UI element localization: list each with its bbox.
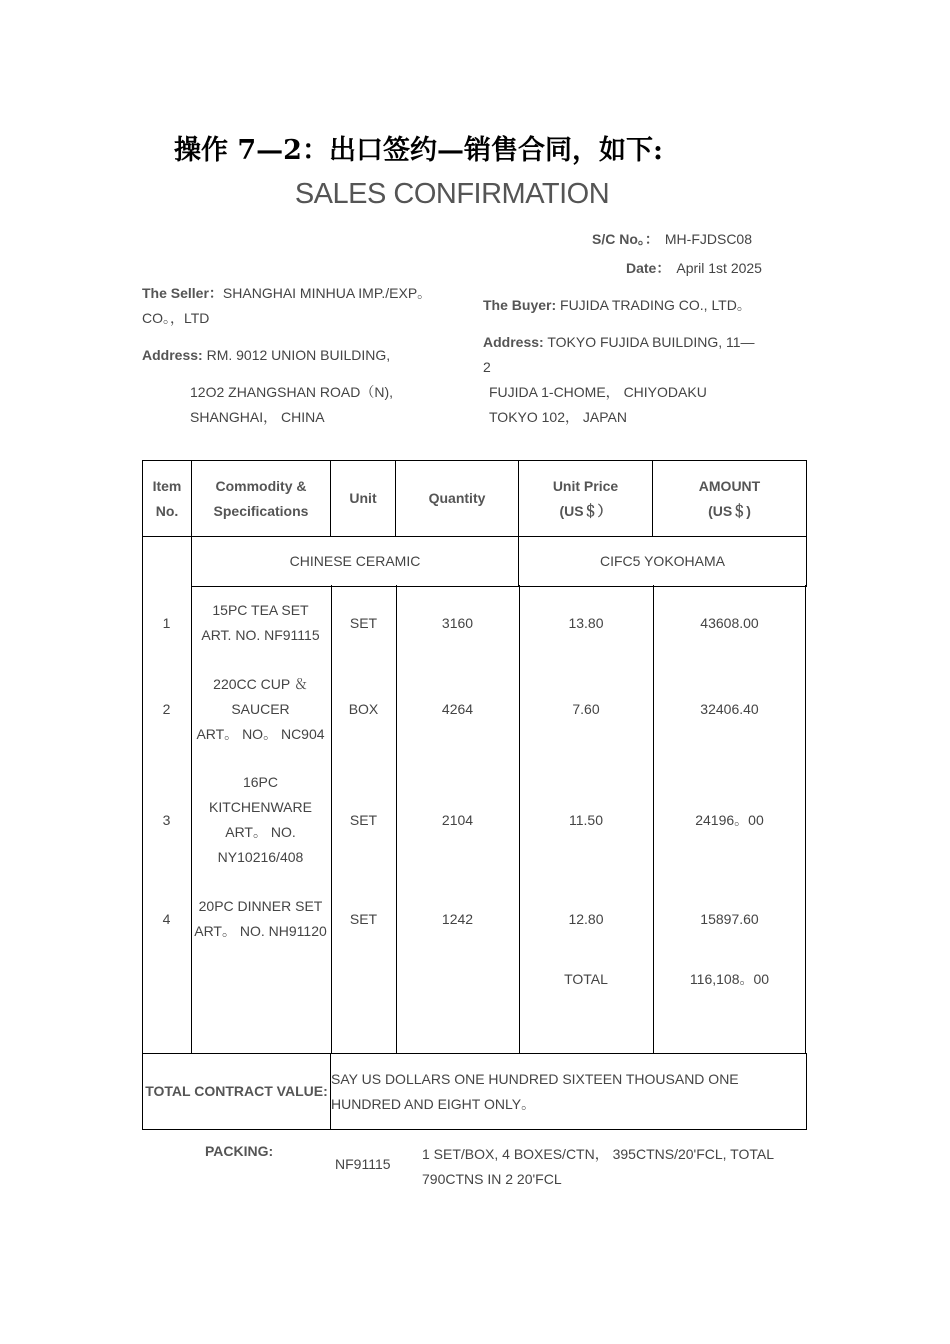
total-amount: 116,108。00 bbox=[689, 971, 770, 987]
amount-cell: 15897.60 bbox=[700, 910, 759, 927]
packing-label: PACKING: bbox=[205, 1143, 274, 1159]
buyer-address-cont bbox=[489, 380, 779, 430]
spec-line: ART。 NO。 NC904 bbox=[196, 725, 325, 742]
unit-cell: SET bbox=[349, 910, 378, 927]
buyer-address-line2: 2 bbox=[483, 359, 491, 375]
seller-address-line3: SHANGHAI， CHINA bbox=[190, 409, 325, 425]
seller-address-line2: 12O2 ZHANGSHAN ROAD（N), bbox=[190, 384, 394, 400]
qty-cell: 4264 bbox=[441, 700, 474, 717]
spec-line: 220CC CUP ＆ bbox=[213, 675, 308, 692]
contract-value-label: TOTAL CONTRACT VALUE: bbox=[143, 1054, 331, 1130]
total-label: TOTAL bbox=[564, 971, 608, 987]
table-header-row bbox=[143, 461, 807, 537]
spec-line: NY10216/408 bbox=[217, 849, 304, 865]
sales-table bbox=[142, 460, 807, 587]
spec-line: 16PC bbox=[242, 774, 279, 790]
qty-cell: 3160 bbox=[441, 614, 474, 631]
document-heading: 操作 7—2：出口签约—销售合同，如下: bbox=[174, 135, 663, 166]
date-label: Date： bbox=[626, 260, 671, 276]
date-value: April 1st 2025 bbox=[676, 260, 762, 276]
unit-cell: SET bbox=[349, 811, 378, 828]
no-cell: 2 bbox=[162, 700, 171, 717]
qty-cell: 1242 bbox=[441, 910, 474, 927]
seller-block bbox=[142, 281, 462, 331]
amount-cell: 32406.40 bbox=[700, 700, 759, 717]
seller-address-label: Address: bbox=[142, 347, 203, 363]
spec-cell bbox=[191, 770, 330, 870]
buyer-address-label: Address: bbox=[483, 334, 544, 350]
spec-line: SAUCER bbox=[231, 700, 290, 717]
spec-line: KITCHENWARE bbox=[209, 799, 312, 815]
seller-name: SHANGHAI MINHUA IMP./EXP。 bbox=[222, 285, 432, 301]
no-cell: 4 bbox=[162, 910, 171, 927]
amount-cell: 24196。00 bbox=[695, 811, 764, 828]
seller-address-block bbox=[142, 343, 462, 368]
seller-name-line bbox=[142, 281, 462, 306]
price-cell: 12.80 bbox=[568, 910, 604, 927]
spec-cell bbox=[191, 894, 330, 944]
sc-number-label: S/C No。： bbox=[592, 231, 659, 247]
group-row bbox=[143, 537, 807, 587]
col-amount-header: AMOUNT (US＄) bbox=[653, 461, 807, 537]
spec-line: 15PC TEA SET bbox=[212, 602, 309, 618]
amount-cell: 43608.00 bbox=[700, 614, 759, 631]
unit-cell: SET bbox=[349, 614, 378, 631]
seller-address-line1: RM. 9012 UNION BUILDING, bbox=[206, 347, 391, 363]
seller-label: The Seller： bbox=[142, 285, 223, 301]
unit-cell: BOX bbox=[348, 700, 379, 717]
col-item-header: Item No. bbox=[143, 461, 192, 537]
spec-line: ART。 NO. bbox=[225, 824, 296, 840]
contract-date bbox=[626, 258, 762, 278]
buyer-block bbox=[483, 293, 783, 318]
contract-value-text: SAY US DOLLARS ONE HUNDRED SIXTEEN THOUSAND ONE HUNDRED AND EIGHT ONLY。 bbox=[331, 1054, 807, 1130]
spec-cell bbox=[191, 598, 330, 648]
trade-term: CIFC5 YOKOHAMA bbox=[519, 537, 807, 587]
price-cell: 11.50 bbox=[569, 811, 603, 828]
buyer-address-block bbox=[483, 330, 773, 380]
buyer-address-line4: TOKYO 102， JAPAN bbox=[489, 409, 627, 425]
buyer-address-line1: TOKYO FUJIDA BUILDING, 11— bbox=[547, 334, 755, 350]
commodity-group: CHINESE CERAMIC bbox=[192, 537, 519, 587]
col-commodity-header: Commodity & Specifications bbox=[192, 461, 331, 537]
buyer-address-line3: FUJIDA 1-CHOME， CHIYODAKU bbox=[489, 384, 707, 400]
col-quantity-header: Quantity bbox=[396, 461, 519, 537]
spec-line: 20PC DINNER SET bbox=[198, 898, 323, 914]
col-unit-header: Unit bbox=[331, 461, 396, 537]
price-cell: 7.60 bbox=[572, 700, 600, 717]
no-cell: 1 bbox=[162, 614, 171, 631]
buyer-name: FUJIDA TRADING CO., LTD。 bbox=[560, 297, 751, 313]
qty-cell: 2104 bbox=[441, 811, 474, 828]
sc-number-value: MH-FJDSC08 bbox=[664, 231, 753, 247]
spec-cell bbox=[191, 672, 330, 747]
packing-art-no: NF91115 bbox=[335, 1156, 391, 1172]
page-title: SALES CONFIRMATION bbox=[294, 178, 610, 210]
seller-name-line2: CO。，LTD bbox=[142, 310, 210, 326]
spec-line: ART。 NO. NH91120 bbox=[194, 923, 327, 939]
packing-text: 1 SET/BOX, 4 BOXES/CTN， 395CTNS/20'FCL, TOTAL 790CTNS IN 2 20'FCL bbox=[422, 1146, 774, 1187]
contract-value-table bbox=[142, 1053, 807, 1130]
sc-number bbox=[592, 229, 752, 249]
item-col-spacer bbox=[143, 537, 192, 587]
contract-value-row bbox=[143, 1054, 807, 1130]
col-price-header: Unit Price (US＄） bbox=[519, 461, 653, 537]
spec-line: ART. NO. NF91115 bbox=[201, 627, 320, 643]
no-cell: 3 bbox=[162, 811, 171, 828]
price-cell: 13.80 bbox=[568, 614, 604, 631]
buyer-label: The Buyer: bbox=[483, 297, 557, 313]
seller-address-cont bbox=[190, 380, 470, 430]
